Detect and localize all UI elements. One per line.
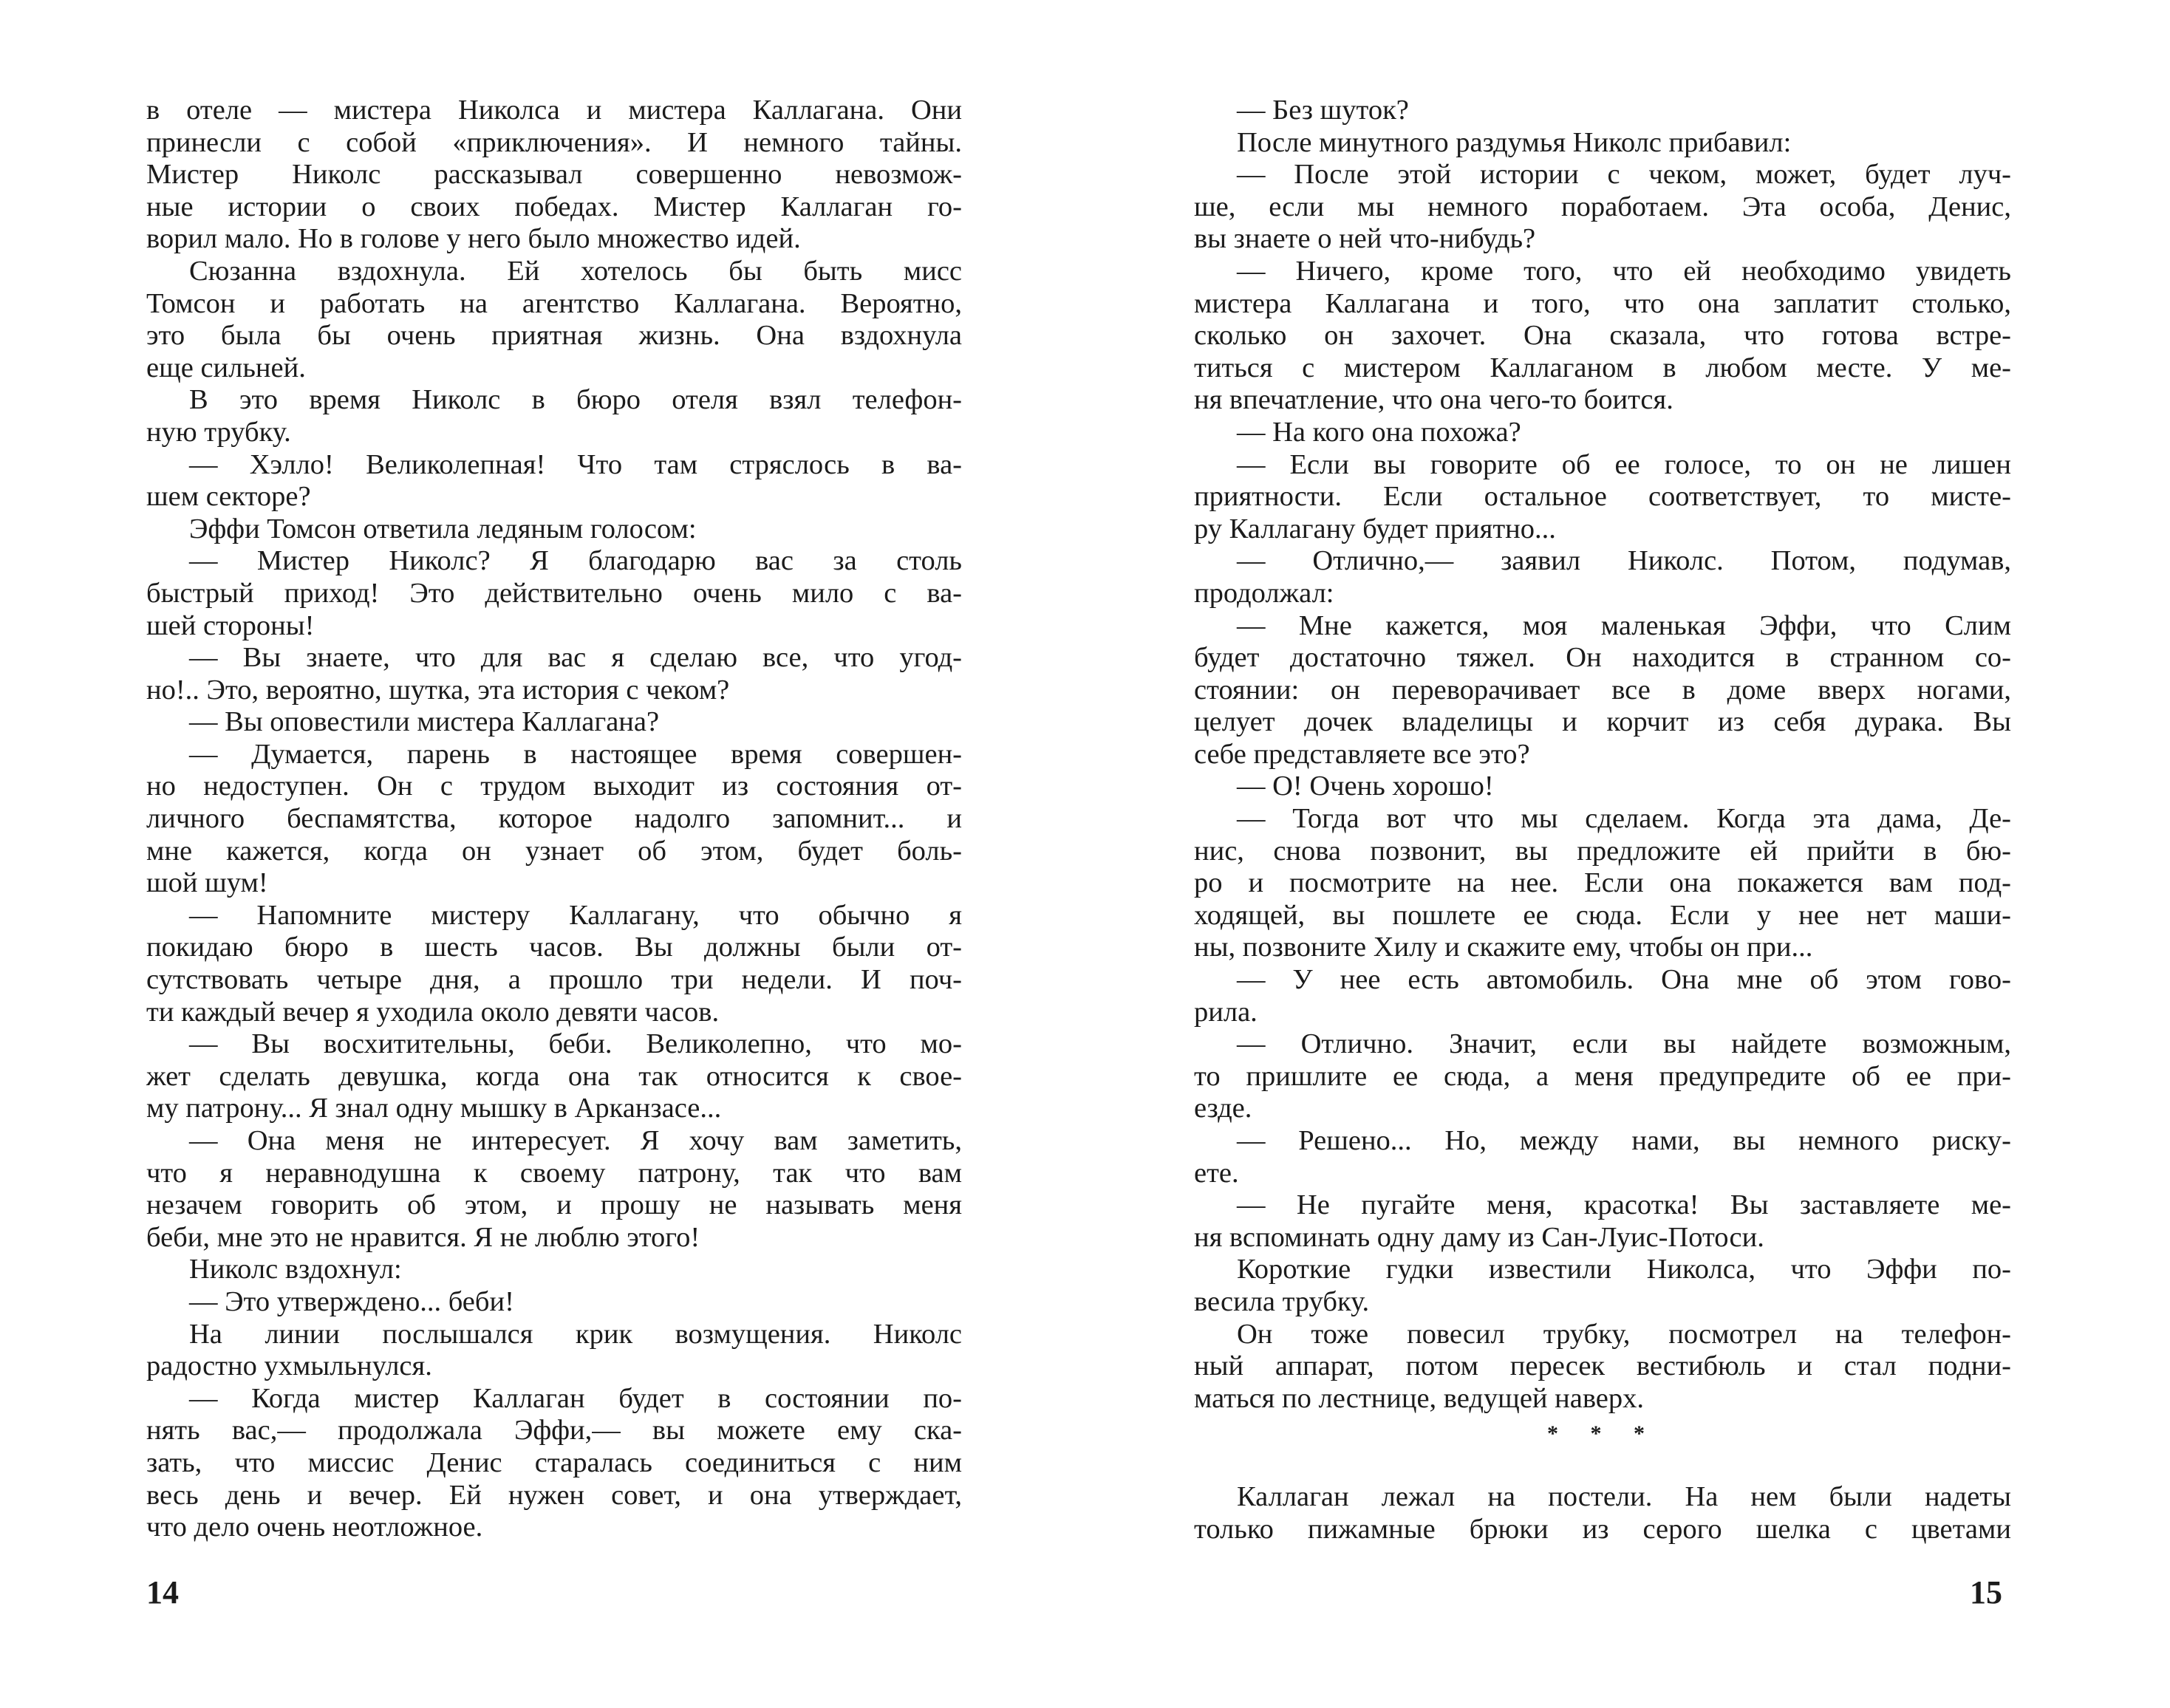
text-line: — Напомните мистеру Каллагану, что обычно я — [189, 899, 962, 931]
text-line: — Отлично. Значит, если вы найдете возможным, — [1237, 1028, 2011, 1060]
text-line: шей стороны! — [146, 609, 315, 641]
text-line: незачем говорить об этом, и прошу не называть меня — [146, 1189, 962, 1221]
text-line: сколько он захочет. Она сказала, что готова встре- — [1194, 320, 2011, 352]
text-line: му патрону... Я знал одну мышку в Арканзасе... — [146, 1093, 722, 1124]
text-line: На линии послышался крик возмущения. Николс — [189, 1318, 962, 1350]
text-line: — Она меня не интересует. Я хочу вам заметить, — [189, 1125, 962, 1156]
text-line: мне кажется, когда он узнает об этом, будет боль- — [146, 835, 962, 867]
page-number-right: 15 — [1970, 1574, 2002, 1610]
text-line: еще сильней. — [146, 352, 306, 383]
text-line: — Не пугайте меня, красотка! Вы заставляете ме- — [1237, 1189, 2011, 1221]
text-line: жет сделать девушка, когда она так относится к свое- — [146, 1060, 962, 1092]
text-line: — Вы оповестили мистера Каллагана? — [189, 706, 660, 738]
text-line: — Думается, парень в настоящее время совершен- — [189, 738, 962, 770]
text-line: Короткие гудки известили Николса, что Эффи по- — [1237, 1254, 2011, 1285]
text-line: ны, позвоните Хилу и скажите ему, чтобы он при... — [1194, 932, 1813, 963]
text-line: — Вы знаете, что для вас я сделаю все, что угод- — [189, 642, 962, 674]
text-line: ро и посмотрите на нее. Если она покажется вам под- — [1194, 867, 2011, 899]
text-line: Каллаган лежал на постели. На нем были надеты — [1237, 1480, 2011, 1512]
text-line: продолжал: — [1194, 577, 1334, 609]
text-line: ше, если мы немного поработаем. Эта особа, Денис, — [1194, 191, 2011, 222]
right-page — [1085, 0, 2170, 1708]
text-line: нис, снова позвонит, вы предложите ей прийти в бю- — [1194, 835, 2011, 867]
text-line: — Мне кажется, моя маленькая Эффи, что Слим — [1237, 609, 2011, 641]
text-line: сутствовать четыре дня, а прошло три недели. И поч- — [146, 964, 962, 996]
text-line: — Хэлло! Великолепная! Что там стряслось в ва- — [189, 448, 962, 480]
text-line: покидаю бюро в шесть часов. Вы должны были от- — [146, 932, 962, 963]
text-line: — Вы восхитительны, беби. Великолепно, что мо- — [189, 1028, 962, 1060]
text-line: — Мистер Николс? Я благодарю вас за столь — [189, 545, 962, 577]
text-line: ную трубку. — [146, 416, 291, 448]
text-line: Николс вздохнул: — [189, 1254, 402, 1285]
text-line: — После этой истории с чеком, может, будет луч- — [1237, 159, 2011, 191]
text-line: шем секторе? — [146, 481, 311, 513]
text-line: Мистер Николс рассказывал совершенно невозмож- — [146, 159, 962, 191]
text-line: маться по лестнице, ведущей наверх. — [1194, 1382, 1644, 1414]
text-line: После минутного раздумья Николс прибавил: — [1237, 126, 1792, 158]
text-line: ня вспоминать одну даму из Сан-Луис-Потоси. — [1194, 1221, 1764, 1253]
text-line: личного беспамятства, которое надолго запомнит... и — [146, 803, 962, 835]
text-line: что дело очень неотложное. — [146, 1511, 483, 1543]
text-line: — Тогда вот что мы сделаем. Когда эта дама, Де- — [1237, 803, 2011, 835]
text-line: зать, что миссис Денис старалась соединиться с ним — [146, 1446, 962, 1478]
text-line: себе представляете все это? — [1194, 738, 1530, 770]
text-line: беби, мне это не нравится. Я не люблю этого! — [146, 1221, 700, 1253]
text-line: — Решено... Но, между нами, вы немного риску- — [1237, 1125, 2011, 1156]
text-line: — На кого она похожа? — [1237, 416, 1521, 448]
text-line: — Ничего, кроме того, что ей необходимо увидеть — [1237, 255, 2011, 287]
text-line: нять вас,— продолжала Эффи,— вы можете ему ска- — [146, 1415, 962, 1446]
text-line: — Когда мистер Каллаган будет в состоянии по- — [189, 1382, 962, 1414]
text-line: мистера Каллагана и того, что она заплатит столько, — [1194, 287, 2011, 319]
text-line: целует дочек владелицы и корчит из себя дурака. Вы — [1194, 706, 2011, 738]
text-line: это была бы очень приятная жизнь. Она вздохнула — [146, 320, 962, 352]
text-line: ные истории о своих победах. Мистер Каллаган го- — [146, 191, 962, 222]
text-line: шой шум! — [146, 867, 268, 899]
text-line: ный аппарат, потом пересек вестибюль и стал подни- — [1194, 1350, 2011, 1382]
text-line: весила трубку. — [1194, 1285, 1370, 1317]
text-line: в отеле — мистера Николса и мистера Каллагана. Они — [146, 95, 962, 126]
text-line: радостно ухмыльнулся. — [146, 1350, 432, 1382]
text-line: — Это утверждено... беби! — [189, 1285, 514, 1317]
text-line: титься с мистером Каллаганом в любом месте. У ме- — [1194, 352, 2011, 383]
text-line: ру Каллагану будет приятно... — [1194, 513, 1556, 544]
text-line: — У нее есть автомобиль. Она мне об этом гово- — [1237, 964, 2011, 996]
text-line: будет достаточно тяжел. Он находится в странном со- — [1194, 642, 2011, 674]
text-line: рила. — [1194, 996, 1258, 1028]
section-break: * * * — [1547, 1421, 1658, 1446]
text-line: Эффи Томсон ответила ледяным голосом: — [189, 513, 697, 544]
left-page-text — [146, 95, 962, 1544]
text-line: что я неравнодушна к своему патрону, так что вам — [146, 1157, 962, 1189]
text-line: стоянии: он переворачивает все в доме вверх ногами, — [1194, 674, 2011, 706]
text-line: ходящей, вы пошлете ее сюда. Если у нее нет маши- — [1194, 899, 2011, 931]
right-page-text — [1194, 95, 2011, 1545]
text-line: то пришлите ее сюда, а меня предупредите об ее при- — [1194, 1060, 2011, 1092]
page-number-left: 14 — [146, 1574, 179, 1610]
text-line: быстрый приход! Это действительно очень мило с ва- — [146, 577, 962, 609]
text-line: но недоступен. Он с трудом выходит из состояния от- — [146, 771, 962, 802]
text-line: В это время Николс в бюро отеля взял телефон- — [189, 384, 962, 416]
text-line: езде. — [1194, 1093, 1252, 1124]
text-line: принесли с собой «приключения». И немного тайны. — [146, 126, 962, 158]
text-line: — О! Очень хорошо! — [1237, 771, 1494, 802]
text-line: вы знаете о ней что-нибудь? — [1194, 223, 1536, 255]
text-line: весь день и вечер. Ей нужен совет, и она утверждает, — [146, 1479, 962, 1511]
text-line: ня впечатление, что она чего-то боится. — [1194, 384, 1673, 416]
text-line: ете. — [1194, 1157, 1239, 1189]
text-line: но!.. Это, вероятно, шутка, эта история с чеком? — [146, 674, 730, 706]
text-line: Он тоже повесил трубку, посмотрел на телефон- — [1237, 1318, 2011, 1350]
text-line: — Если вы говорите об ее голосе, то он не лишен — [1237, 448, 2011, 480]
text-line: ти каждый вечер я уходила около девяти часов. — [146, 996, 720, 1028]
text-line: Сюзанна вздохнула. Ей хотелось бы быть мисс — [189, 255, 962, 287]
text-line: — Без шуток? — [1237, 95, 1409, 126]
text-line: ворил мало. Но в голове у него было множество идей. — [146, 223, 801, 255]
text-line: — Отлично,— заявил Николс. Потом, подумав, — [1237, 545, 2011, 577]
text-line: приятности. Если остальное соответствует, то мисте- — [1194, 481, 2011, 513]
text-line: только пижамные брюки из серого шелка с цветами — [1194, 1513, 2011, 1545]
text-line: Томсон и работать на агентство Каллагана. Вероятно, — [146, 287, 962, 319]
